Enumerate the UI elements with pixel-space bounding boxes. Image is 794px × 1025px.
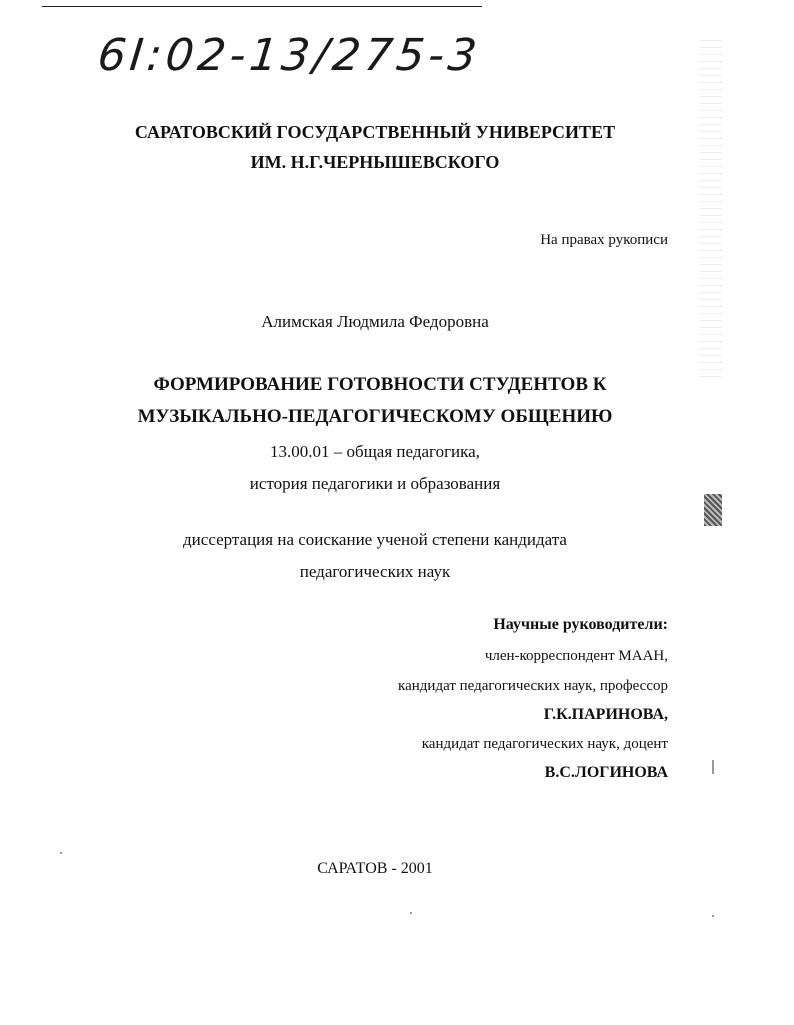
supervisor-1-name: Г.К.ПАРИНОВА, xyxy=(543,706,668,723)
author-name: Алимская Людмила Федоровна xyxy=(261,312,489,331)
university-subtitle: ИМ. Н.Г.ЧЕРНЫШЕВСКОГО xyxy=(250,152,500,172)
scan-speck xyxy=(410,912,412,914)
degree-statement-line-2: педагогических наук xyxy=(299,562,451,581)
handwritten-catalog-number: 6I:02-13/275-3 xyxy=(95,30,484,81)
scan-speck xyxy=(712,915,714,917)
top-rule xyxy=(42,6,482,7)
city-year: САРАТОВ - 2001 xyxy=(317,860,433,877)
supervisors-heading: Научные руководители: xyxy=(493,616,668,633)
dissertation-title-line-2: МУЗЫКАЛЬНО-ПЕДАГОГИЧЕСКОМУ ОБЩЕНИЮ xyxy=(137,406,613,427)
scan-speck xyxy=(60,852,62,854)
supervisor-1-title-2: кандидат педагогических наук, профессор xyxy=(398,678,668,694)
dissertation-title-line-1: ФОРМИРОВАНИЕ ГОТОВНОСТИ СТУДЕНТОВ К xyxy=(153,374,607,395)
scan-edge-mark xyxy=(704,494,722,526)
manuscript-rights-note: На правах рукописи xyxy=(540,232,668,248)
supervisor-1-title-1: член-корреспондент МААН, xyxy=(484,648,668,664)
scan-speck xyxy=(712,760,714,774)
specialty-code: 13.00.01 – общая педагогика, xyxy=(270,442,480,461)
scan-edge-noise xyxy=(700,40,722,380)
university-name: САРАТОВСКИЙ ГОСУДАРСТВЕННЫЙ УНИВЕРСИТЕТ xyxy=(134,122,616,142)
supervisor-2-title: кандидат педагогических наук, доцент xyxy=(421,736,668,752)
supervisor-2-name: В.С.ЛОГИНОВА xyxy=(544,764,668,781)
degree-statement-line-1: диссертация на соискание ученой степени кандидата xyxy=(183,530,567,549)
specialty-name: история педагогики и образования xyxy=(249,474,501,493)
